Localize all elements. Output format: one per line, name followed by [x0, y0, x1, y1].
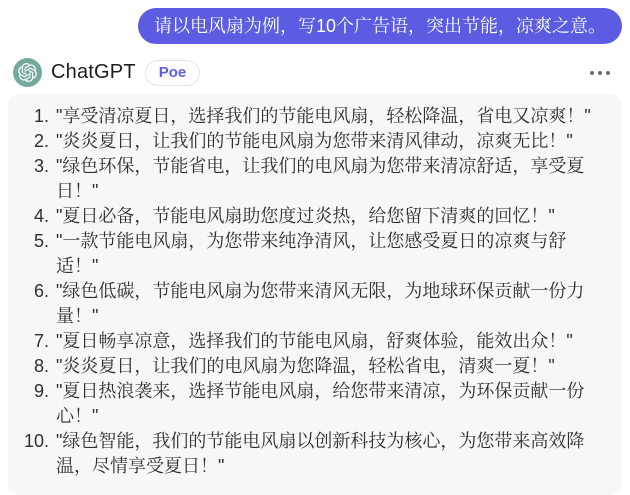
list-item: 8. "炎炎夏日，让我们的电风扇为您降温，轻松省电，清爽一夏！"	[54, 354, 602, 379]
user-message-bubble: 请以电风扇为例，写10个广告语，突出节能，凉爽之意。	[138, 8, 622, 44]
slogan-list	[16, 104, 602, 479]
list-item: 1. "享受清凉夏日，选择我们的节能电风扇，轻松降温，省电又凉爽！"	[54, 104, 602, 129]
bot-response-card	[8, 94, 622, 495]
list-item: 5. "一款节能电风扇，为您带来纯净清风，让您感受夏日的凉爽与舒适！"	[54, 229, 602, 279]
bot-message-header	[0, 44, 630, 92]
list-item: 4. "夏日必备，节能电风扇助您度过炎热，给您留下清爽的回忆！"	[54, 204, 602, 229]
list-item: 10. "绿色智能，我们的节能电风扇以创新科技为核心，为您带来高效降温，尽情享受夏日！"	[54, 429, 602, 479]
poe-badge[interactable]: Poe	[145, 60, 201, 86]
bot-name: ChatGPT	[51, 61, 136, 83]
chatgpt-avatar	[13, 58, 42, 87]
openai-logo-icon	[18, 63, 37, 82]
list-item: 6. "绿色低碳，节能电风扇为您带来清风无限，为地球环保贡献一份力量！"	[54, 279, 602, 329]
list-item: 9. "夏日热浪袭来，选择节能电风扇，给您带来清凉，为环保贡献一份心！"	[54, 379, 602, 429]
user-message-row	[0, 0, 630, 44]
list-item: 2. "炎炎夏日，让我们的节能电风扇为您带来清风律动，凉爽无比！"	[54, 129, 602, 154]
list-item: 7. "夏日畅享凉意，选择我们的节能电风扇，舒爽体验，能效出众！"	[54, 329, 602, 354]
list-item: 3. "绿色环保，节能省电，让我们的电风扇为您带来清凉舒适，享受夏日！"	[54, 154, 602, 204]
more-options-ellipsis-icon	[590, 71, 610, 75]
more-options-button[interactable]	[586, 65, 614, 81]
